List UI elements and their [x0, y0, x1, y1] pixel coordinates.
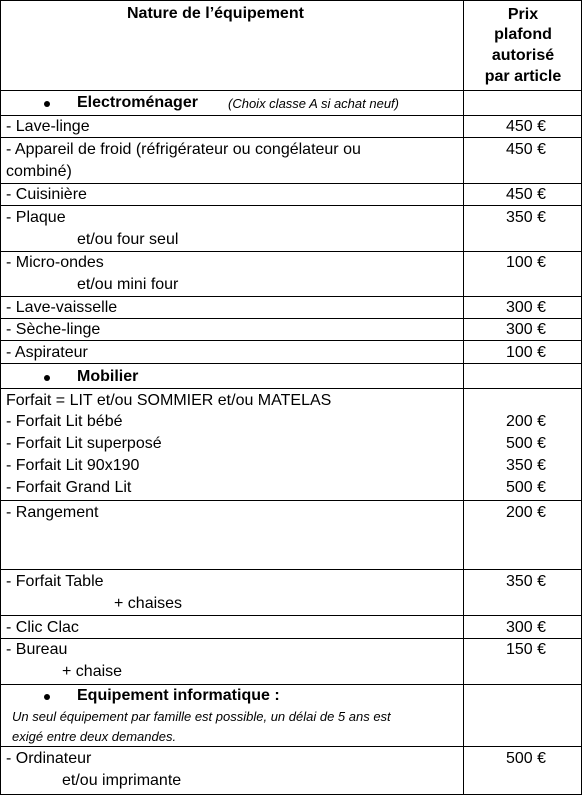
section-note-informatique: exigé entre deux demandes. — [12, 729, 177, 744]
item-label: - Sèche-linge — [6, 321, 101, 338]
bullet-icon — [44, 694, 50, 700]
item-label: - Aspirateur — [6, 344, 88, 361]
item-label-continued: + chaise — [62, 663, 123, 680]
forfait-label: - Forfait Grand Lit — [6, 479, 132, 496]
forfait-label: - Forfait Lit superposé — [6, 435, 162, 452]
row-divider — [0, 90, 582, 91]
section-title-informatique: Equipement informatique : — [77, 687, 280, 704]
item-label: - Lave-linge — [6, 118, 90, 135]
item-label-continued: et/ou four seul — [77, 231, 179, 248]
forfait-price: 500 € — [505, 479, 546, 496]
item-label: - Forfait Table — [6, 573, 104, 590]
header-price-line: plafond — [494, 26, 552, 43]
item-label: - Cuisinière — [6, 186, 87, 203]
forfait-label: - Forfait Lit bébé — [6, 413, 123, 430]
forfait-price: 350 € — [505, 457, 546, 474]
forfait-label: - Forfait Lit 90x190 — [6, 457, 140, 474]
bullet-icon — [44, 375, 50, 381]
section-title-mobilier: Mobilier — [77, 368, 139, 385]
item-label-continued: + chaises — [114, 595, 183, 612]
forfait-price: 500 € — [505, 435, 546, 452]
section-note-informatique: Un seul équipement par famille est possible, un délai de 5 ans est — [12, 709, 391, 724]
item-price: 100 € — [505, 344, 546, 361]
item-price: 350 € — [505, 573, 546, 590]
item-price: 350 € — [505, 209, 546, 226]
item-price: 450 € — [505, 186, 546, 203]
row-divider — [0, 746, 582, 747]
item-label: - Plaque — [6, 209, 66, 226]
header-price-line: autorisé — [491, 47, 555, 64]
item-label: - Clic Clac — [6, 619, 79, 636]
item-price: 450 € — [505, 141, 546, 158]
header-price-line: par article — [484, 68, 562, 85]
item-label-continued: et/ou imprimante — [62, 772, 182, 789]
row-divider — [0, 638, 582, 639]
forfait-price: 200 € — [505, 413, 546, 430]
item-price: 150 € — [505, 641, 546, 658]
item-label: - Lave-vaisselle — [6, 299, 118, 316]
item-label: - Rangement — [6, 504, 99, 521]
item-price: 500 € — [505, 750, 546, 767]
item-price: 450 € — [505, 118, 546, 135]
section-note-electromenager: (Choix classe A si achat neuf) — [228, 96, 399, 111]
item-label-continued: et/ou mini four — [77, 276, 179, 293]
item-price: 200 € — [505, 504, 546, 521]
item-label: - Bureau — [6, 641, 68, 658]
row-divider — [0, 388, 582, 389]
item-label-continued: combiné) — [6, 163, 72, 180]
item-price: 100 € — [505, 254, 546, 271]
item-label: - Appareil de froid (réfrigérateur ou congélateur ou — [6, 141, 361, 158]
header-equipment-nature: Nature de l’équipement — [127, 5, 304, 22]
bullet-icon — [44, 101, 50, 107]
item-price: 300 € — [505, 619, 546, 636]
row-divider — [0, 615, 582, 616]
header-price-line: Prix — [507, 6, 539, 23]
item-price: 300 € — [505, 299, 546, 316]
row-divider — [0, 205, 582, 206]
item-price: 300 € — [505, 321, 546, 338]
row-divider — [0, 183, 582, 184]
section-title-electromenager: Electroménager — [77, 94, 198, 111]
item-label: - Ordinateur — [6, 750, 92, 767]
forfait-intro: Forfait = LIT et/ou SOMMIER et/ou MATELAS — [6, 392, 332, 409]
row-divider — [0, 569, 582, 570]
table-border-left — [0, 0, 1, 795]
item-label: - Micro-ondes — [6, 254, 104, 271]
column-divider — [463, 0, 464, 795]
row-divider — [0, 0, 582, 1]
row-divider — [0, 500, 582, 501]
